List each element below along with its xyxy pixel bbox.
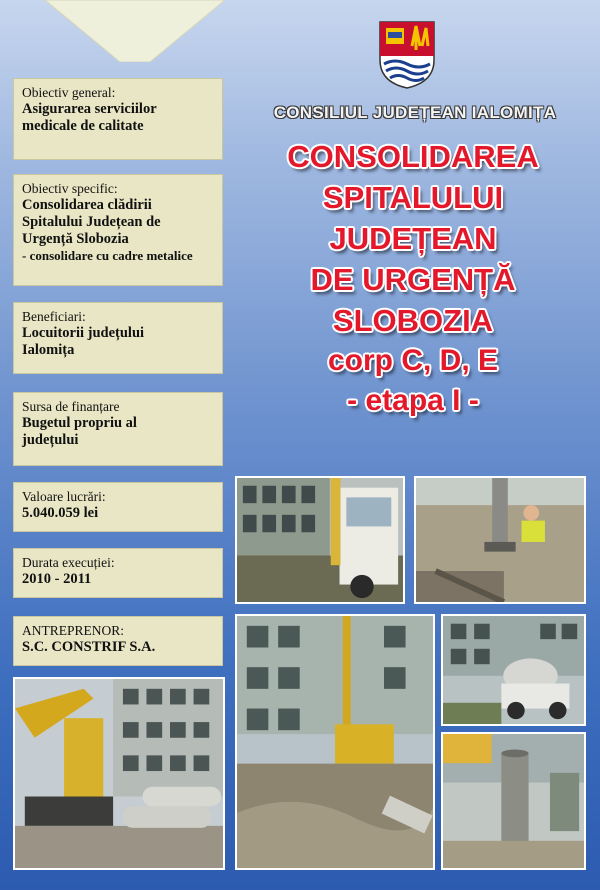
info-value: Spitalului Județean de — [22, 214, 161, 230]
info-label: Beneficiari: — [22, 309, 86, 324]
site-photo-4 — [441, 614, 586, 726]
info-value: Ialomița — [22, 342, 75, 358]
site-photo-5 — [441, 732, 586, 870]
info-label: Durata execuției: — [22, 555, 115, 570]
site-photo-6 — [13, 677, 225, 870]
info-value: medicale de calitate — [22, 118, 144, 134]
title-line: DE URGENȚĂ — [310, 262, 516, 297]
info-label: Sursa de finanțare — [22, 399, 120, 414]
info-note: - consolidare cu cadre metalice — [22, 248, 193, 263]
coat-of-arms-icon — [378, 20, 436, 90]
info-value: Locuitorii județului — [22, 325, 145, 341]
info-value: 5.040.059 lei — [22, 505, 99, 521]
info-box-specific — [13, 174, 223, 286]
info-label: Obiectiv general: — [22, 85, 116, 100]
info-box-value — [13, 482, 223, 532]
info-value: S.C. CONSTRIF S.A. — [22, 639, 156, 655]
info-value: Bugetul propriu al — [22, 415, 137, 431]
site-photo-3 — [235, 614, 435, 870]
title-line: SPITALULUI — [322, 180, 504, 215]
info-value: județului — [22, 432, 79, 448]
info-box-beneficiaries — [13, 302, 223, 374]
title-line: corp C, D, E — [327, 344, 499, 377]
site-photo-2 — [414, 476, 586, 604]
title-line: SLOBOZIA — [332, 303, 494, 338]
info-box-general — [13, 78, 223, 160]
down-arrow-icon — [45, 0, 225, 62]
info-value: 2010 - 2011 — [22, 571, 92, 587]
info-label: ANTREPRENOR: — [22, 623, 125, 638]
title-line: CONSOLIDAREA — [287, 139, 539, 174]
info-label: Obiectiv specific: — [22, 181, 118, 196]
info-value: Asigurarea serviciilor — [22, 101, 157, 117]
info-value: Consolidarea clădirii — [22, 197, 152, 213]
title-line: - etapa I - — [347, 384, 479, 417]
project-title — [228, 136, 598, 421]
info-label: Valoare lucrări: — [22, 489, 106, 504]
info-box-duration — [13, 548, 223, 598]
title-line: JUDEȚEAN — [329, 221, 497, 256]
info-value: Urgență Slobozia — [22, 231, 129, 247]
info-box-contractor — [13, 616, 223, 666]
info-box-funding — [13, 392, 223, 466]
council-name: CONSILIUL JUDEȚEAN IALOMIȚA — [273, 103, 557, 122]
site-photo-1 — [235, 476, 405, 604]
